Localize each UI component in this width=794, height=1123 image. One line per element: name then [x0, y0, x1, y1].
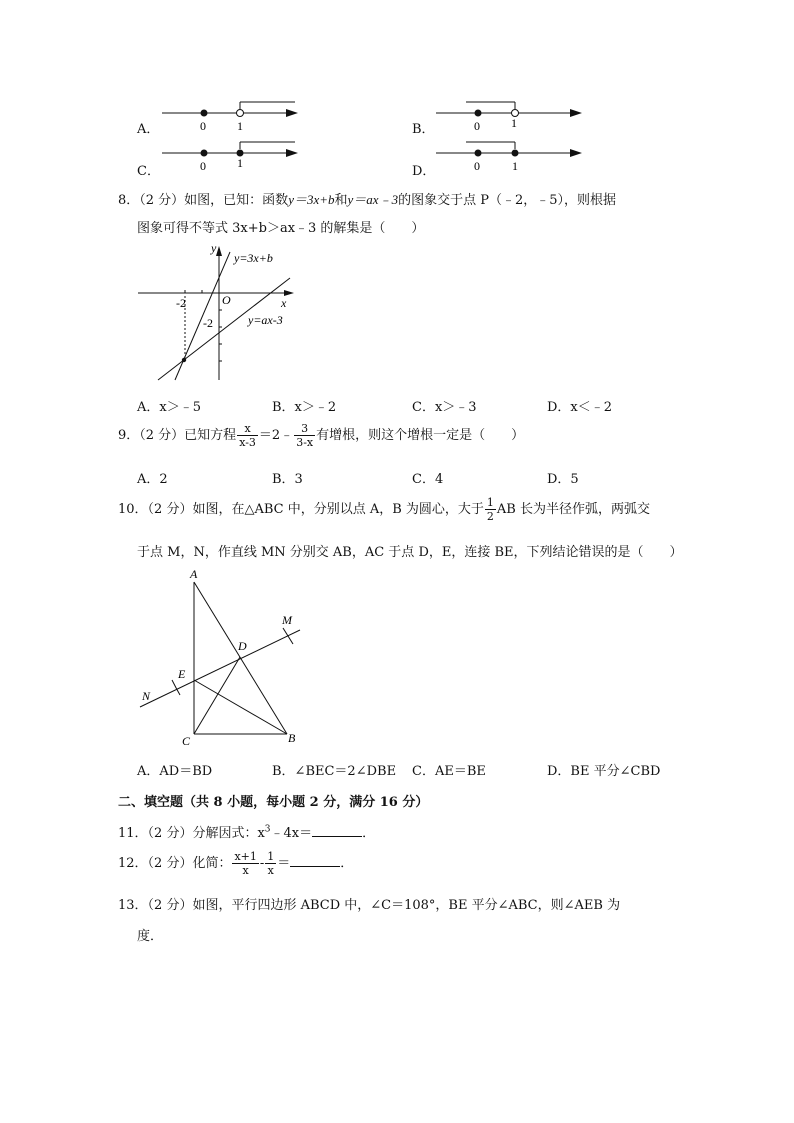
q10-point-e: E: [178, 667, 186, 681]
q7-option-c-label: C．: [137, 164, 160, 179]
q8-stem-pre: 8．（2 分）如图，已知：函数: [118, 193, 289, 208]
q12-fraction-2: [265, 850, 276, 877]
q9-option-b: B．3: [272, 472, 303, 487]
q9-option-a: A．2: [137, 472, 168, 487]
q8-line2-label: y=ax-3: [248, 313, 283, 327]
q8-stem-post: 的图象交于点 P（﹣2，﹣5），则根据: [398, 193, 616, 208]
q12-minus: -: [259, 856, 265, 871]
q7a-zero-label: 0: [200, 119, 206, 133]
q12-stem-pre: 12．（2 分）化简：: [118, 856, 232, 871]
q9-stem-post: 有增根，则这个增根一定是（ ）: [316, 428, 525, 443]
q8-option-c: C．x＞﹣3: [412, 400, 477, 415]
q7a-one-label: 1: [237, 119, 243, 133]
q8-option-b: B．x＞﹣2: [272, 400, 337, 415]
q10-triangle-figure: [130, 562, 310, 752]
q8-stem-line2: 图象可得不等式 3x+b＞ax﹣3 的解集是（ ）: [137, 221, 425, 236]
q7b-one-label: 1: [511, 116, 517, 130]
q10-point-d: D: [238, 639, 247, 653]
q9-option-c: C．4: [412, 472, 444, 487]
q12-end: ．: [340, 856, 354, 871]
q8-function-2: y＝ax﹣3: [347, 192, 399, 207]
q7-number-line-b: [434, 96, 584, 136]
q8-function-1: y＝3x+b: [288, 192, 335, 207]
q7-number-line-c: [160, 136, 310, 176]
q8-y-tick-label: -2: [203, 316, 213, 330]
q9-fraction-2-den: 3-x: [296, 436, 314, 449]
q7-number-line-d: [434, 136, 584, 176]
q8-x-tick-label: -2: [176, 296, 186, 310]
q10-stem-line2: 于点 M，N，作直线 MN 分别交 AB，AC 于点 D，E，连接 BE，下列结论错误的是（ ）: [137, 545, 683, 560]
q10-option-c: C．AE＝BE: [412, 764, 486, 779]
q7-number-line-a: [160, 96, 310, 136]
q10-half-num: 1: [486, 496, 494, 509]
q13-stem-line2: 度．: [137, 929, 164, 944]
q10-option-b: B．∠BEC＝2∠DBE: [272, 764, 397, 779]
q9-fraction-1: [237, 422, 258, 449]
q11-stem-pre: 11．（2 分）分解因式：x: [118, 826, 265, 841]
q9-stem-pre: 9．（2 分）已知方程: [118, 428, 237, 443]
q8-stem-line1: [118, 189, 616, 208]
q11-stem-post: ﹣4x＝: [270, 826, 313, 841]
q9-fraction-1-num: x: [237, 422, 258, 436]
q7b-zero-label: 0: [474, 119, 480, 133]
q10-stem-post: AB 长为半径作弧，两弧交: [496, 502, 650, 517]
q9-stem: [118, 422, 524, 449]
q8-origin-label: O: [222, 293, 231, 307]
q13-stem-line1: 13．（2 分）如图，平行四边形 ABCD 中，∠C＝108°，BE 平分∠ABC，则∠AEB 为: [118, 898, 621, 913]
q10-point-m: M: [282, 613, 292, 627]
q8-option-d: D．x＜﹣2: [547, 400, 613, 415]
section-title-fill-in: 二、填空题（共 8 小题，每小题 2 分，满分 16 分）: [118, 795, 429, 810]
q8-y-axis-label: y: [211, 241, 217, 255]
q10-point-c: C: [182, 734, 191, 748]
q7-option-b-label: B．: [412, 122, 435, 137]
q12-fraction-1-den: x: [242, 864, 249, 877]
q11-exponent: 3: [264, 824, 271, 835]
q7-option-a-label: A．: [137, 122, 160, 137]
q10-option-d: D．BE 平分∠CBD: [547, 764, 661, 779]
q7-option-d-label: D．: [412, 164, 436, 179]
q8-function-graph: [130, 240, 300, 388]
q7c-zero-label: 0: [200, 159, 206, 173]
q8-option-a: A．x＞﹣5: [137, 400, 201, 415]
q8-stem-mid: 和: [334, 193, 348, 208]
q7d-one-label: 1: [512, 159, 518, 173]
q8-x-axis-label: x: [281, 296, 287, 310]
q10-point-n: N: [142, 689, 151, 703]
q12-fraction-1: [232, 850, 258, 877]
q12-answer-blank: [290, 855, 340, 867]
q10-stem-pre: 10．（2 分）如图，在△ABC 中，分别以点 A，B 为圆心，大于: [118, 502, 484, 517]
q7d-zero-label: 0: [474, 159, 480, 173]
q8-line1-label: y=3x+b: [234, 251, 273, 265]
q11-stem: [118, 822, 375, 841]
q9-option-d: D．5: [547, 472, 579, 487]
q12-equals: ＝: [277, 856, 291, 871]
q12-fraction-2-den: x: [267, 864, 274, 877]
q10-half-fraction: [485, 496, 496, 523]
q9-fraction-2-num: 3: [294, 422, 315, 436]
q7c-one-label: 1: [237, 156, 243, 170]
q10-option-a: A．AD＝BD: [137, 764, 213, 779]
q10-stem-line1: [118, 496, 650, 523]
q12-fraction-1-num: x+1: [234, 850, 257, 863]
q9-fraction-1-den: x-3: [239, 436, 256, 449]
q9-stem-mid: ＝2﹣: [258, 428, 294, 443]
q10-half-den: 2: [486, 510, 494, 523]
q11-answer-blank: [312, 825, 362, 837]
q10-point-b: B: [288, 731, 296, 745]
q12-fraction-2-num: 1: [267, 850, 275, 863]
q11-end: ．: [362, 826, 376, 841]
q9-fraction-2: [294, 422, 315, 449]
q10-point-a: A: [190, 567, 198, 581]
q12-stem: [118, 850, 353, 877]
